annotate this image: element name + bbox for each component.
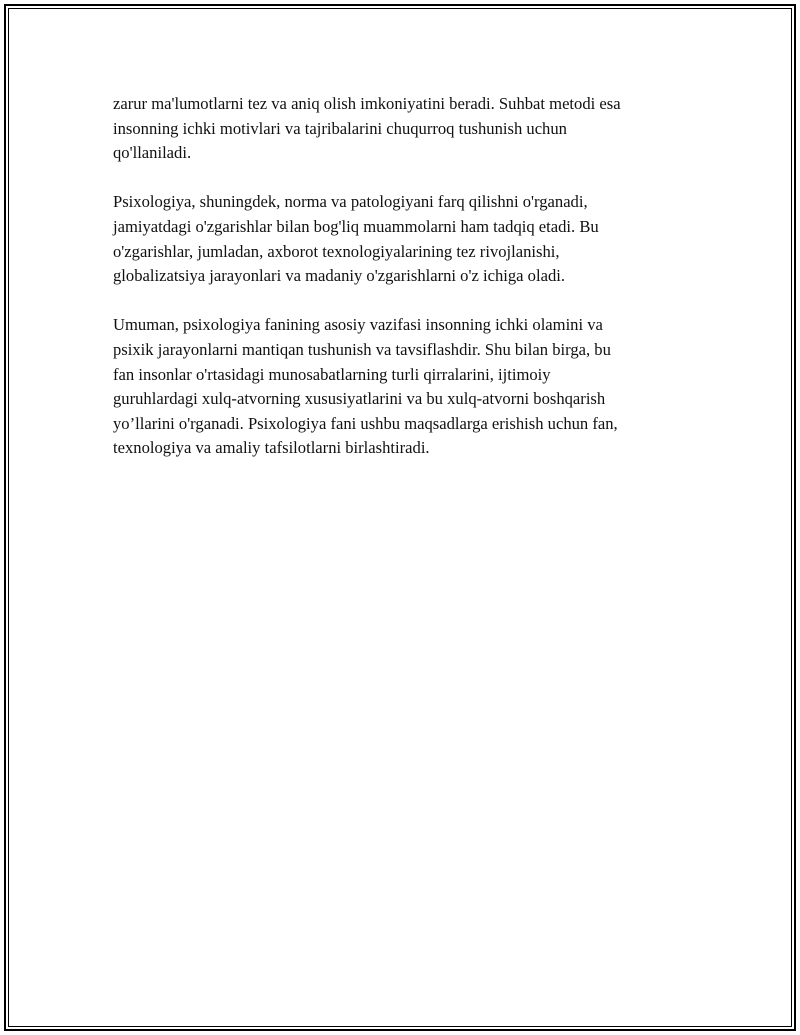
paragraph-1: zarur ma'lumotlarni tez va aniq olish imkoniyatini beradi. Suhbat metodi esa insonning ichki motivlari va tajribalarini chuqurroq tushunish uchun qo'llaniladi.: [113, 94, 621, 163]
paragraph-2: Psixologiya, shuningdek, norma va patologiyani farq qilishni o'rganadi, jamiyatdagi o'zgarishlar bilan bog'liq muammolarni ham tadqiq etadi. Bu o'zgarishlar, jumladan, axborot texnologiyalarining tez rivojlanishi, globalizatsiya jarayonlari va madaniy o'zgarishlarni o'z ichiga oladi.: [113, 192, 599, 286]
document-body: [113, 92, 693, 486]
paragraph-3: Umuman, psixologiya fanining asosiy vazifasi insonning ichki olamini va psixik jarayonlarni mantiqan tushunish va tavsiflashdir. Shu bilan birga, bu fan insonlar o'rtasidagi munosabatlarning turli qirralarini, ijtimoiy guruhlardagi xulq-atvorning xususiyatlarini va bu xulq-atvorni boshqarish yo’llarini o'rganadi. Psixologiya fani ushbu maqsadlarga erishish uchun fan, texnologiya va amaliy tafsilotlarni birlashtiradi.: [113, 315, 618, 458]
